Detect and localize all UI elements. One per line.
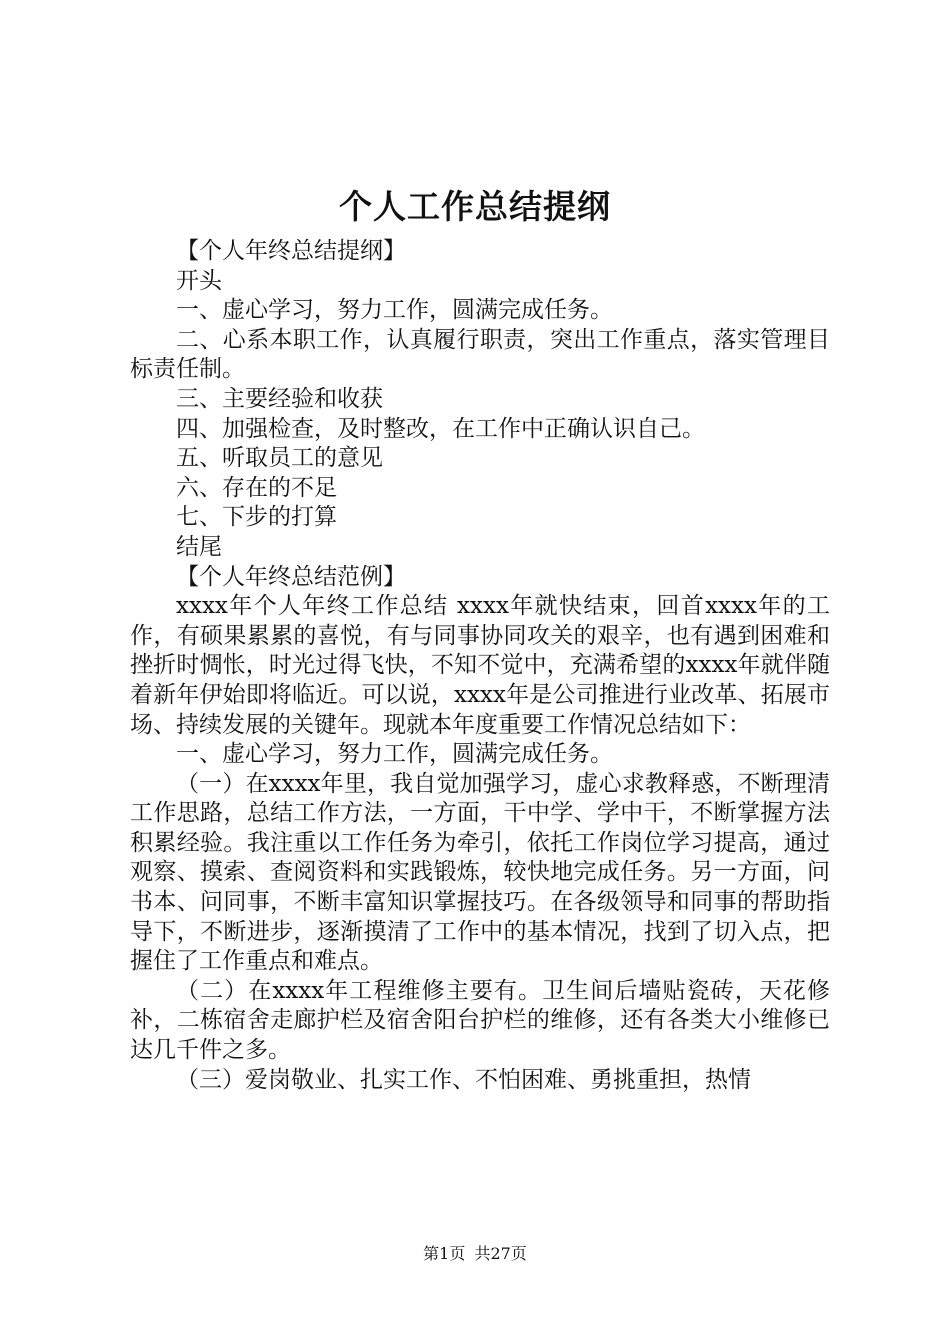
document-body <box>130 237 830 1095</box>
paragraph: 【个人年终总结范例】 <box>176 563 406 590</box>
paragraph: 开头 <box>176 267 222 294</box>
paragraph: 结尾 <box>176 533 222 560</box>
page-number: 第1页 <box>423 1244 466 1263</box>
paragraph: xxxx年个人年终工作总结 xxxx年就快结束，回首xxxx年的工作，有硕果累累的喜悦，有与同事协同攻关的艰辛，也有遇到困难和挫折时惆怅，时光过得飞快，不知不觉中，充满希望的xxxx年就伴随着新年伊始即将临近。可以说，xxxx年是公司推进行业改革、拓展市场、持续发展的关键年。现就本年度重要工作情况总结如下： <box>130 593 830 738</box>
paragraph: 六、存在的不足 <box>176 474 337 501</box>
paragraph: 二、心系本职工作，认真履行职责，突出工作重点，落实管理目标责任制。 <box>130 326 830 383</box>
page-footer <box>0 1243 950 1265</box>
paragraph: 一、虚心学习，努力工作，圆满完成任务。 <box>176 297 613 324</box>
paragraph: 一、虚心学习，努力工作，圆满完成任务。 <box>176 741 613 768</box>
paragraph: （一）在xxxx年里，我自觉加强学习，虚心求教释惑，不断理清工作思路，总结工作方法，一方面，干中学、学中干，不断掌握方法积累经验。我注重以工作任务为牵引，依托工作岗位学习提高，通过观察、摸索、查阅资料和实践锻炼，较快地完成任务。另一方面，问书本、问同事，不断丰富知识掌握技巧。在各级领导和同事的帮助指导下，不断进步，逐渐摸清了工作中的基本情况，找到了切入点，把握住了工作重点和难点。 <box>130 770 830 975</box>
paragraph: 七、下步的打算 <box>176 504 337 531</box>
paragraph: 三、主要经验和收获 <box>176 385 383 412</box>
paragraph: 四、加强检查，及时整改，在工作中正确认识自己。 <box>176 415 705 442</box>
paragraph: （二）在xxxx年工程维修主要有。卫生间后墙贴瓷砖，天花修补，二栋宿舍走廊护栏及宿舍阳台护栏的维修，还有各类大小维修已达几千件之多。 <box>130 977 830 1064</box>
paragraph: 五、听取员工的意见 <box>176 445 383 472</box>
paragraph: 【个人年终总结提纲】 <box>176 238 406 264</box>
page-total: 共27页 <box>474 1244 527 1263</box>
paragraph: （三）爱岗敬业、扎实工作、不怕困难、勇挑重担，热情 <box>176 1066 751 1093</box>
document-title: 个人工作总结提纲 <box>339 187 611 226</box>
